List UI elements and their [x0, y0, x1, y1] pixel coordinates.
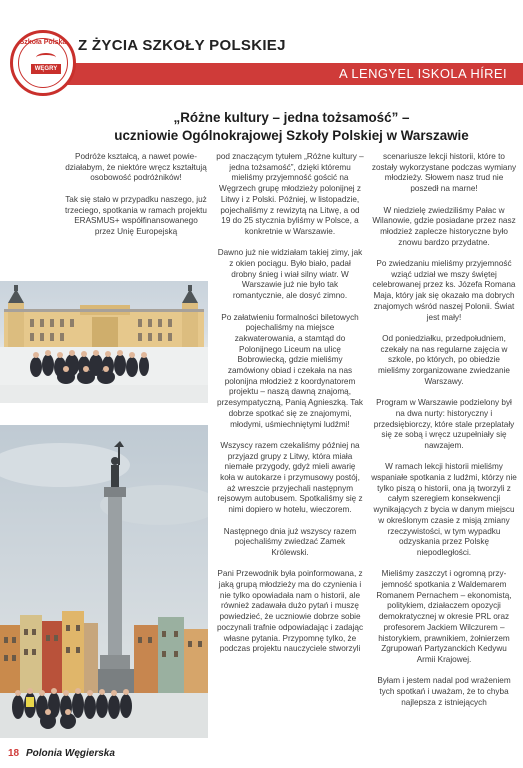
section-title: Z ŻYCIA SZKOŁY POLSKIEJ — [78, 37, 286, 54]
article-title-line2: uczniowie Ogólnokrajowej Szkoły Polskiej w Warszawie — [114, 128, 469, 143]
paragraph: Program w Warszawie podzielony był na dwa nurty: historyczny i przedsiębiorczy, które stale przeplatały się ze sobą i wręcz uzupełniały się nawzajem. — [373, 398, 515, 450]
hungarian-subtitle: A LENGYEL ISKOLA HÍREI — [339, 66, 507, 81]
red-header-band — [60, 63, 523, 85]
text-column-1 — [64, 152, 208, 248]
paragraph: Po załatwieniu formalności biletowych pojechaliśmy na miejsce zakwaterowania, a stamtąd do Polonijnego Liceum na ulicę Bobrowiecką, gdzie mieliśmy zamówiony obiad i czekała na nas polonijna młodzież z koordynatorem projektu – naszą dawną znajomą, przesympatyczną, Panią Agnieszką. Tak dobrze spotkać się ze znajomymi, młodymi, uśmiechniętymi ludźmi! — [217, 312, 363, 429]
paragraph: Byłam i jestem nadal pod wrażeniem tych spotkań i uważam, że to chyba najlepsza z istniejących — [377, 676, 511, 707]
paragraph: Tak się stało w przypadku naszego, już trzeciego, spotkania w ramach projektu ERASMUS+ współfinansowanego przez Unię Europejską — [65, 194, 207, 236]
paragraph: Pani Przewodnik była poinformowana, z jaką grupą młodzieży ma do czynienia i nie tylko opowiadała nam o historii, ale również zadawała dużo pytań i muszę powiedzieć, że uczniowie dobrze sobie poczynali trafnie odpowiadając i zadając własne pytania. Przypomnę tylko, że podczas projektu nauczyciele stworzyli — [216, 569, 364, 654]
logo-text-box: WĘGRY — [31, 64, 61, 74]
palace-illustration — [0, 281, 208, 403]
page-number: 18 — [8, 748, 20, 759]
logo-book-icon — [36, 53, 56, 62]
paragraph: Podróże kształcą, a nawet powiedziałabym, że niektóre wręcz kształtują osobowość podróżników! — [65, 152, 207, 183]
photo-sigismund-column-group — [0, 425, 208, 738]
paragraph: Mieliśmy zaszczyt i ogromną przyjemność spotkania z Waldemarem Romanem Pernachem – ekonomistą, politykiem, działaczem opozycji demokratycznej w okresie PRL oraz profesorem Jackiem Wilczurem – historykiem, prawnikiem, żołnierzem Zgrupowań Partyzanckich Kedywu Armii Krajowej. — [376, 569, 512, 664]
old-town-illustration — [0, 425, 208, 738]
paragraph: pod znaczącym tytułem „Różne kultury – jedna tożsamość”, dzięki któremu mieliśmy przyjemność gościć na Węgrzech grupę młodzieży polonijnej z Litwy i z Polski. Później, w listopadzie, pojechaliśmy z rewizytą na Litwę, a od 19 do 25 stycznia byliśmy w Polsce, a konkretnie w Warszawie. — [216, 152, 364, 236]
paragraph: Następnego dnia już wszyscy razem pojechaliśmy zwiedzać Zamek Królewski. — [223, 526, 357, 557]
paragraph: Dawno już nie widziałam takiej zimy, jak z okien pociągu. Było biało, padał drobny śnieg i wiał silny wiatr. W Warszawie już nie było tak romantycznie, ale dosyć zimno. — [217, 248, 363, 301]
paragraph: scenariusze lekcji historii, które to zostały wykorzystane podczas wymiany młodzieży. Słowem nasz trud nie poszedł na marne! — [371, 152, 517, 194]
magazine-name: Polonia Węgierska — [26, 748, 115, 759]
article-title-line1: „Różne kultury – jedna tożsamość” – — [173, 110, 410, 125]
paragraph: W niedzielę zwiedziliśmy Pałac w Wilanowie, gdzie posiadane przez nasz młodzież zaplecze historyczne było znowu bardzo przydatne. — [372, 205, 516, 247]
article-title — [60, 109, 523, 145]
text-column-3 — [371, 152, 517, 719]
paragraph: W ramach lekcji historii mieliśmy wspaniałe spotkania z ludźmi, którzy nie tylko piszą o historii, ona ją tworzyli z całym szeregiem konsekwencji wynikających z bycia w danym miejscu w określonym czasie z misją zmiany rzeczywistości, w tym wypadku odzyskania przez Polskę niepodległości. — [371, 462, 517, 557]
paragraph: Po zwiedzaniu mieliśmy przyjemność wziąć udział we mszy świętej celebrowanej przez ks. Józefa Romana Maja, który jak się okazało ma dobrych znajomych wśród naszej Polonii. Świat jest mały! — [372, 259, 516, 322]
paragraph: Wszyscy razem czekaliśmy później na przyjazd grupy z Litwy, która miała niemałe przygody, gdyż mieli awarię koła w autokarze i przymusowy postój, aż wreszcie przyjechali następnym rejsowym autobusem. Spotkaliśmy się z nimi dopiero w hotelu, wieczorem. — [217, 440, 363, 515]
school-logo — [10, 30, 76, 96]
paragraph: Od poniedziałku, przedpołudniem, czekały na nas regularne zajęcia w szkole, po których, po obiedzie mieliśmy zorganizowane zwiedzanie Warszawy. — [378, 333, 510, 386]
photo-wilanow-palace-group — [0, 281, 208, 403]
text-column-2 — [216, 152, 364, 666]
logo-text-top: Szkoła Polska — [19, 39, 67, 46]
